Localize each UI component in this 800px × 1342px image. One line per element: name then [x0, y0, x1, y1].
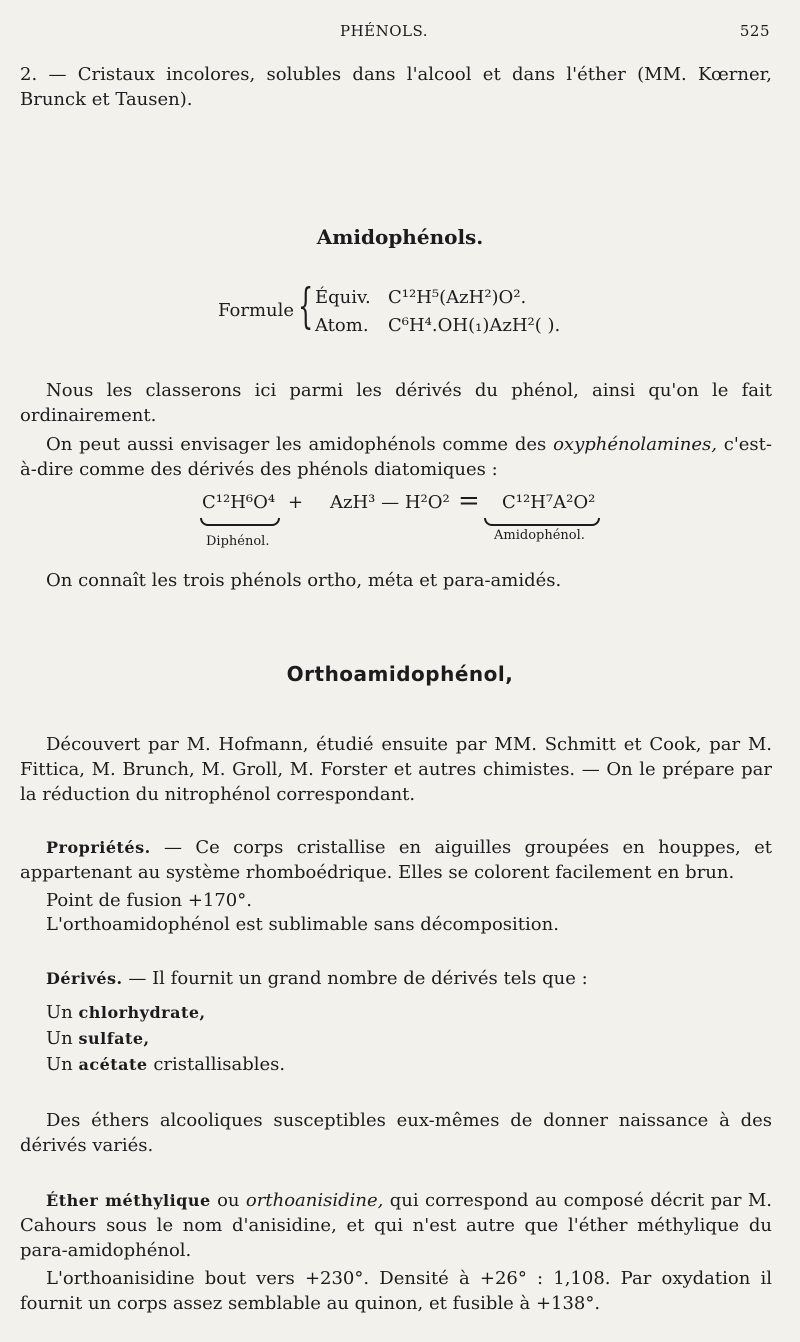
list-item: Un chlorhydrate,: [46, 1002, 206, 1023]
formula-atom-label: Atom.: [315, 315, 369, 336]
paragraph-sublimable: L'orthoamidophénol est sublimable sans décomposition.: [46, 914, 559, 935]
underbrace-left: [200, 518, 280, 526]
formula-equiv-label: Équiv.: [315, 287, 371, 308]
formula-atom: C⁶H⁴.OH(₁)AzH²( ).: [388, 315, 561, 336]
equation-right: C¹²H⁷A²O²: [502, 492, 596, 513]
equation-equals: =: [458, 486, 480, 516]
equation-mid: AzH³ — H²O²: [330, 492, 450, 513]
paragraph-intro: 2. — Cristaux incolores, solubles dans l'alcool et dans l'éther (MM. Kœrner, Brunck et Tausen).: [20, 64, 772, 110]
paragraph-3: On connaît les trois phénols ortho, méta et para-amidés.: [46, 570, 562, 591]
equation-left: C¹²H⁶O⁴: [202, 492, 276, 513]
list-item: Un sulfate,: [46, 1028, 150, 1049]
label-amidophenol: Amidophénol.: [494, 528, 585, 543]
formula-brace: {: [298, 278, 314, 334]
paragraph-orthoanisidine: L'orthoanisidine bout vers +230°. Densité à +26° : 1,108. Par oxydation il fournit un corps assez semblable au quinon, et fusible à +138°.: [20, 1268, 772, 1314]
page-number: 525: [739, 22, 770, 40]
underbrace-right: [484, 518, 600, 526]
paragraph-methyl-ether: Éther méthylique ou orthoanisidine, qui correspond au composé décrit par M. Cahours sous le nom d'anisidine, et qui n'est autre que l'éther méthylique du para-amidophénol.: [20, 1190, 772, 1261]
paragraph-2: On peut aussi envisager les amidophénols comme des oxyphénolamines, c'est-à-dire comme des dérivés des phénols diatomiques :: [20, 434, 772, 480]
formula-label: Formule: [218, 300, 295, 321]
formula-equiv: C¹²H⁵(AzH²)O².: [388, 287, 527, 308]
paragraph-melting-point: Point de fusion +170°.: [46, 890, 252, 911]
paragraph-1: Nous les classerons ici parmi les dérivés du phénol, ainsi qu'on le fait ordinairement.: [20, 380, 772, 426]
paragraph-derives: Dérivés. — Il fournit un grand nombre de dérivés tels que :: [46, 968, 588, 989]
paragraph-properties: Propriétés. — Ce corps cristallise en aiguilles groupées en houppes, et appartenant au système rhomboédrique. Elles se colorent facilement en brun.: [20, 837, 772, 883]
section-title-amidophenols: Amidophénols.: [316, 225, 484, 249]
paragraph-ethers: Des éthers alcooliques susceptibles eux-mêmes de donner naissance à des dérivés variés.: [20, 1110, 772, 1156]
running-header: PHÉNOLS.: [340, 22, 429, 40]
list-item: Un acétate cristallisables.: [46, 1054, 286, 1075]
label-diphenol: Diphénol.: [206, 534, 270, 549]
paragraph-4: Découvert par M. Hofmann, étudié ensuite par MM. Schmitt et Cook, par M. Fittica, M. Brunch, M. Groll, M. Forster et autres chimistes. — On le prépare par la réduction du nitrophénol correspondant.: [20, 734, 772, 805]
section-title-orthoamidophenol: Orthoamidophénol,: [286, 662, 514, 686]
equation-plus: +: [288, 492, 304, 513]
